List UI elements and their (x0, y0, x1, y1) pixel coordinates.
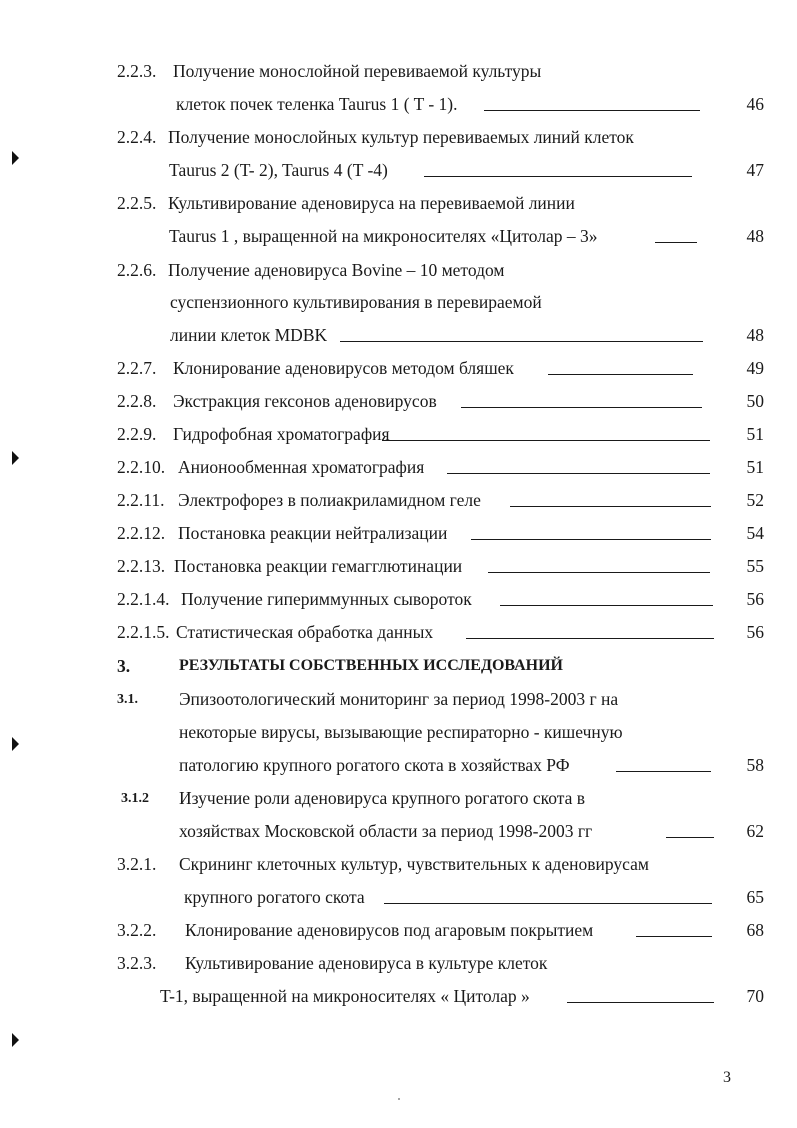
toc-leader (466, 638, 714, 639)
toc-entry-page: 48 (746, 325, 764, 345)
toc-entry-title: Постановка реакции гемагглютинации (174, 556, 463, 576)
toc-entry-number: 2.2.1.5. (117, 622, 170, 642)
toc-entry-title: патологию крупного рогатого скота в хозяйствах РФ (179, 755, 570, 775)
toc-entry-title: суспензионного культивирования в перевираемой (170, 292, 542, 312)
toc-leader (488, 572, 710, 573)
toc-entry-number: 2.2.7. (117, 358, 157, 378)
toc-entry-number: 3. (117, 656, 131, 676)
toc-entry-number: 2.2.9. (117, 424, 157, 444)
toc-leader (484, 110, 700, 111)
toc-entry-number: 2.2.8. (117, 391, 157, 411)
toc-leader (424, 176, 692, 177)
toc-entry-number: 2.2.11. (117, 490, 165, 510)
toc-entry-title: Анионообменная хроматография (178, 457, 425, 477)
toc-entry-title: клеток почек теленка Taurus 1 ( T - 1). (176, 94, 458, 114)
toc-entry-title: Изучение роли аденовируса крупного рогатого скота в (179, 788, 586, 808)
toc-entry-page: 65 (746, 887, 764, 907)
toc-entry-number: 3.2.1. (117, 854, 157, 874)
toc-entry-title: Получение монослойных культур перевиваемых линий клеток (168, 127, 634, 147)
toc-entry-page: 56 (746, 622, 764, 642)
toc-leader (548, 374, 693, 375)
toc-entry-title: Получение гипериммунных сывороток (181, 589, 472, 609)
toc-entry-page: 62 (746, 821, 764, 841)
toc-entry-title: Культивирование аденовируса на перевиваемой линии (168, 193, 575, 213)
scan-speck (398, 1098, 400, 1100)
toc-entry-page: 56 (746, 589, 764, 609)
toc-entry-title: крупного рогатого скота (184, 887, 365, 907)
toc-entry-title: линии клеток MDBK (170, 325, 328, 345)
toc-entry-title: Электрофорез в полиакриламидном геле (178, 490, 481, 510)
toc-entry-number: 2.2.12. (117, 523, 166, 543)
toc-entry-page: 50 (746, 391, 764, 411)
binding-mark-icon (12, 451, 19, 465)
toc-leader (471, 539, 711, 540)
toc-leader (447, 473, 710, 474)
toc-leader (510, 506, 711, 507)
binding-mark-icon (12, 151, 19, 165)
toc-entry-number: 2.2.13. (117, 556, 166, 576)
toc-entry-page: 49 (746, 358, 764, 378)
toc-entry-page: 51 (746, 424, 764, 444)
toc-leader (500, 605, 713, 606)
toc-entry-title: Постановка реакции нейтрализации (178, 523, 448, 543)
toc-entry-number: 2.2.10. (117, 457, 166, 477)
toc-entry-number: 2.2.3. (117, 61, 157, 81)
toc-entry-page: 51 (746, 457, 764, 477)
toc-entry-page: 68 (746, 920, 764, 940)
toc-entry-number: 3.1.2 (121, 791, 149, 806)
toc-entry-page: 47 (746, 160, 764, 180)
toc-entry-title: Гидрофобная хроматография (173, 424, 390, 444)
binding-mark-icon (12, 737, 19, 751)
toc-entry-page: 55 (746, 556, 764, 576)
toc-entry-number: 2.2.6. (117, 260, 157, 280)
toc-entry-title: Получение монослойной перевиваемой культуры (173, 61, 542, 81)
toc-leader (636, 936, 712, 937)
toc-entry-page: 46 (746, 94, 764, 114)
toc-entry-page: 52 (746, 490, 764, 510)
toc-entry-page: 70 (746, 986, 764, 1006)
toc-entry-number: 2.2.1.4. (117, 589, 170, 609)
toc-leader (382, 440, 710, 441)
section-title: РЕЗУЛЬТАТЫ СОБСТВЕННЫХ ИССЛЕДОВАНИЙ (179, 657, 563, 674)
toc-entry-title: T-1, выращенной на микроносителях « Цитолар » (160, 986, 530, 1006)
toc-entry-title: Taurus 2 (T- 2), Taurus 4 (T -4) (169, 160, 388, 180)
toc-entry-number: 2.2.4. (117, 127, 157, 147)
toc-entry-title: Экстракция гексонов аденовирусов (173, 391, 437, 411)
page-number: 3 (723, 1069, 731, 1086)
toc-leader (461, 407, 702, 408)
toc-entry-title: Taurus 1 , выращенной на микроносителях «Цитолар – 3» (169, 226, 598, 246)
toc-entry-title: Клонирование аденовирусов под агаровым покрытием (185, 920, 594, 940)
toc-leader (666, 837, 714, 838)
toc-leader (567, 1002, 714, 1003)
toc-entry-page: 48 (746, 226, 764, 246)
toc-entry-page: 58 (746, 755, 764, 775)
toc-entry-number: 3.2.2. (117, 920, 157, 940)
toc-entry-title: Культивирование аденовируса в культуре клеток (185, 953, 548, 973)
toc-entry-title: некоторые вирусы, вызывающие респираторно - кишечную (179, 722, 623, 742)
toc-entry-number: 3.2.3. (117, 953, 157, 973)
toc-entry-title: Получение аденовируса Bovine – 10 методом (168, 260, 505, 280)
toc-entry-page: 54 (746, 523, 764, 543)
toc-entry-title: Статистическая обработка данных (176, 622, 434, 642)
binding-mark-icon (12, 1033, 19, 1047)
toc-entry-number: 2.2.5. (117, 193, 157, 213)
toc-leader (340, 341, 703, 342)
toc-leader (616, 771, 711, 772)
toc-leader (384, 903, 712, 904)
toc-leader (655, 242, 697, 243)
toc-entry-title: Скрининг клеточных культур, чувствительных к аденовирусам (179, 854, 649, 874)
toc-entry-number: 3.1. (117, 692, 138, 707)
toc-entry-title: Клонирование аденовирусов методом бляшек (173, 358, 514, 378)
toc-entry-title: хозяйствах Московской области за период 1998-2003 гг (179, 821, 593, 841)
toc-entry-title: Эпизоотологический мониторинг за период 1998-2003 г на (179, 689, 619, 709)
